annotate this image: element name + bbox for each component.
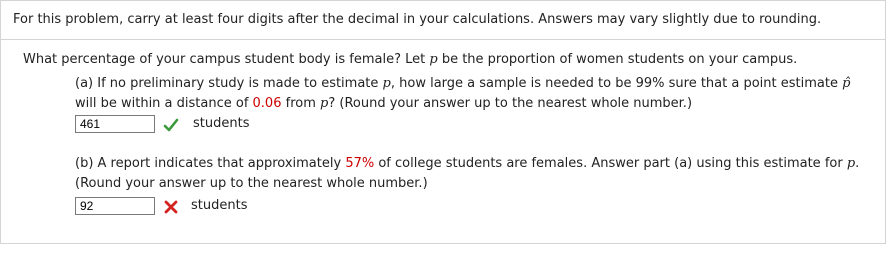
percent-value: 57% (345, 156, 375, 171)
part-b-line1: (b) A report indicates that approximately 57% of college students are females. Answer part (a) using this estimate for p. (75, 156, 860, 171)
part-a-answer-input[interactable] (75, 115, 155, 133)
part-b-line2: (Round your answer up to the nearest whole number.) (75, 176, 428, 191)
part-a-units: students (193, 116, 250, 131)
instructions-panel (0, 0, 886, 40)
part-a-line2: will be within a distance of 0.06 from p? (Round your answer up to the nearest whole number.) (75, 96, 693, 111)
distance-value: 0.06 (252, 96, 282, 111)
instructions-text: For this problem, carry at least four digits after the decimal in your calculations. Answers may vary slightly due to rounding. (13, 12, 822, 27)
part-b-answer-input[interactable] (75, 197, 155, 215)
question-text: What percentage of your campus student body is female? Let p be the proportion of women students on your campus. (23, 52, 798, 67)
cross-icon (163, 199, 179, 215)
check-icon (163, 117, 179, 133)
part-b-units: students (191, 198, 248, 213)
part-a-line1: (a) If no preliminary study is made to estimate p, how large a sample is needed to be 99% sure that a point estimate p̂ (75, 76, 851, 91)
problem-card (0, 40, 886, 244)
